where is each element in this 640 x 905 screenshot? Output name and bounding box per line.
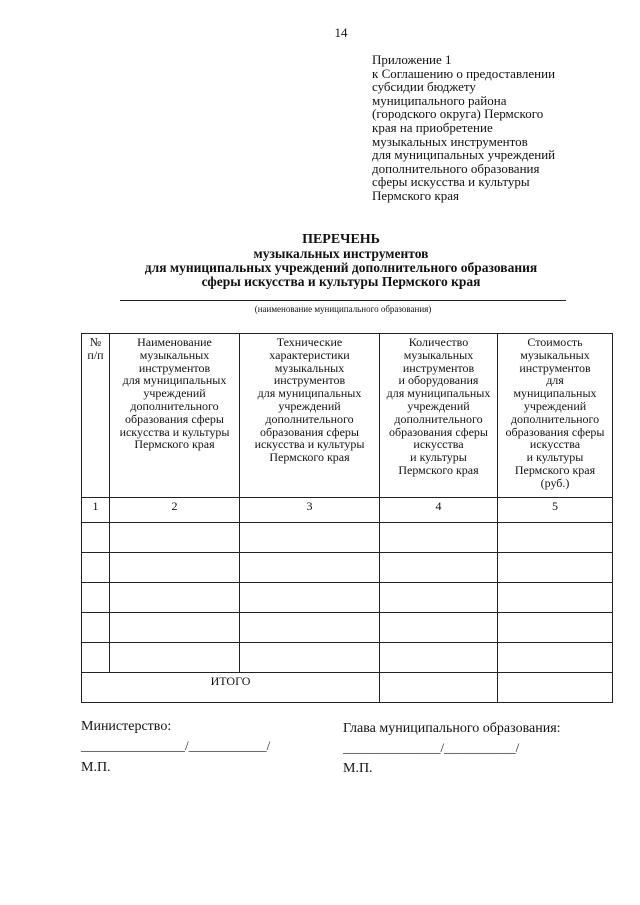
- table-cell[interactable]: [498, 553, 613, 583]
- ministry-label: Министерство:: [81, 719, 172, 734]
- table-row: [82, 523, 613, 553]
- column-number: 5: [498, 498, 613, 523]
- table-cell[interactable]: [240, 553, 380, 583]
- document-title: [0, 232, 640, 289]
- header-text: Пермского края: [514, 462, 596, 477]
- appendix-block: [372, 53, 555, 203]
- table-cell[interactable]: [380, 613, 498, 643]
- table-cell[interactable]: [498, 523, 613, 553]
- column-number: 3: [240, 498, 380, 523]
- header-text: Пермского края: [398, 462, 479, 477]
- table-cell[interactable]: [82, 613, 110, 643]
- table-cell[interactable]: [498, 613, 613, 643]
- table-cell[interactable]: [110, 553, 240, 583]
- table-cell[interactable]: [240, 643, 380, 673]
- header-text: Наименование: [137, 335, 212, 349]
- header-text: музыкальных: [139, 347, 210, 362]
- table-row: [82, 613, 613, 643]
- page-number: 14: [334, 25, 348, 40]
- header-text: учреждений: [278, 398, 341, 413]
- header-text: музыкальных: [274, 360, 345, 375]
- header-text: для муниципальных: [386, 386, 491, 401]
- title-line: для муниципальных учреждений дополнительного образования: [144, 260, 538, 275]
- header-text: учреждений: [143, 386, 206, 401]
- column-number: 1: [82, 498, 110, 523]
- column-number: 4: [380, 498, 498, 523]
- table-cell[interactable]: [498, 583, 613, 613]
- header-text: искусства: [413, 437, 464, 452]
- header-text: для муниципальных: [257, 386, 362, 401]
- table-row: [82, 583, 613, 613]
- total-cost-cell[interactable]: [498, 673, 613, 703]
- header-text: образования сферы: [125, 411, 224, 426]
- header-text: учреждений: [523, 398, 587, 413]
- table-cell[interactable]: [82, 523, 110, 553]
- header-text: Стоимость: [527, 335, 583, 349]
- header-text: музыкальных: [520, 347, 590, 362]
- table-cell[interactable]: [110, 523, 240, 553]
- header-text: дополнительного: [394, 411, 483, 426]
- header-text: учреждений: [407, 398, 470, 413]
- header-text: Количество: [408, 335, 469, 349]
- header-text: искусства и культуры: [254, 437, 365, 452]
- appendix-line: Пермского края: [372, 187, 459, 203]
- table-cell[interactable]: [380, 523, 498, 553]
- municipality-caption: (наименование муниципального образования): [254, 304, 432, 314]
- table-cell[interactable]: [240, 613, 380, 643]
- header-text: для: [546, 373, 564, 388]
- title-line: музыкальных инструментов: [253, 246, 429, 261]
- table-cell[interactable]: [82, 643, 110, 673]
- header-text: муниципальных: [513, 386, 597, 401]
- table-cell[interactable]: [82, 583, 110, 613]
- appendix-line: сферы искусства и культуры: [372, 174, 530, 190]
- title-line: сферы искусства и культуры Пермского края: [201, 274, 481, 289]
- header-text: (руб.): [540, 475, 570, 490]
- head-label: Глава муниципального образования:: [343, 721, 561, 736]
- appendix-line: музыкальных инструментов: [372, 133, 528, 149]
- table-cell[interactable]: [240, 523, 380, 553]
- table-cell[interactable]: [498, 643, 613, 673]
- head-seal-label: М.П.: [343, 761, 373, 776]
- table-cell[interactable]: [110, 583, 240, 613]
- header-text: и культуры: [526, 450, 584, 465]
- appendix-line: (городского округа) Пермского: [372, 106, 544, 122]
- head-signature-line[interactable]: _______________/___________/: [343, 740, 520, 755]
- column-number-row: [82, 498, 613, 523]
- total-row: [82, 673, 613, 703]
- column-header-quantity: [380, 334, 498, 498]
- header-text: инструментов: [519, 360, 591, 375]
- header-text: дополнительного: [510, 411, 600, 426]
- header-text: образования сферы: [505, 424, 605, 439]
- table-row: [82, 553, 613, 583]
- header-text: п/п: [87, 347, 104, 362]
- header-text: №: [89, 335, 102, 349]
- header-text: инструментов: [273, 373, 346, 388]
- header-text: искусства: [529, 437, 581, 452]
- total-label: ИТОГО: [82, 673, 380, 703]
- ministry-seal-label: М.П.: [81, 760, 111, 775]
- header-text: музыкальных: [403, 347, 474, 362]
- header-text: образования сферы: [389, 424, 488, 439]
- column-header-name: [110, 334, 240, 498]
- table-cell[interactable]: [82, 553, 110, 583]
- table-cell[interactable]: [380, 583, 498, 613]
- appendix-line: для муниципальных учреждений: [372, 147, 556, 163]
- header-text: Пермского края: [269, 450, 350, 465]
- column-number: 2: [110, 498, 240, 523]
- table-header-row: [82, 334, 613, 498]
- table-cell[interactable]: [110, 643, 240, 673]
- header-text: инструментов: [402, 360, 475, 375]
- appendix-line: дополнительного образования: [372, 160, 540, 176]
- table-cell[interactable]: [240, 583, 380, 613]
- header-text: Пермского края: [134, 437, 215, 452]
- table-row: [82, 643, 613, 673]
- table-cell[interactable]: [380, 553, 498, 583]
- column-header-specs: [240, 334, 380, 498]
- total-quantity-cell[interactable]: [380, 673, 498, 703]
- municipality-name-field[interactable]: [120, 300, 566, 301]
- header-text: образования сферы: [260, 424, 359, 439]
- header-text: дополнительного: [265, 411, 354, 426]
- header-text: дополнительного: [130, 398, 219, 413]
- ministry-signature-line[interactable]: ________________/____________/: [81, 738, 271, 753]
- column-header-number: [82, 334, 110, 498]
- instruments-table: [81, 333, 613, 703]
- appendix-line: муниципального района: [372, 92, 507, 108]
- appendix-line: субсидии бюджету: [372, 79, 476, 95]
- table-cell[interactable]: [380, 643, 498, 673]
- appendix-line: края на приобретение: [372, 119, 493, 135]
- appendix-line: к Соглашению о предоставлении: [372, 65, 556, 81]
- table-cell[interactable]: [110, 613, 240, 643]
- column-header-cost: [498, 334, 613, 498]
- title-main: ПЕРЕЧЕНЬ: [302, 232, 380, 247]
- header-text: для муниципальных: [122, 373, 227, 388]
- header-text: и культуры: [410, 450, 467, 465]
- appendix-line: Приложение 1: [372, 52, 452, 67]
- header-text: Технические: [276, 335, 343, 349]
- header-text: искусства и культуры: [119, 424, 230, 439]
- header-text: инструментов: [138, 360, 211, 375]
- header-text: и оборудования: [398, 373, 479, 388]
- header-text: характеристики: [269, 347, 350, 362]
